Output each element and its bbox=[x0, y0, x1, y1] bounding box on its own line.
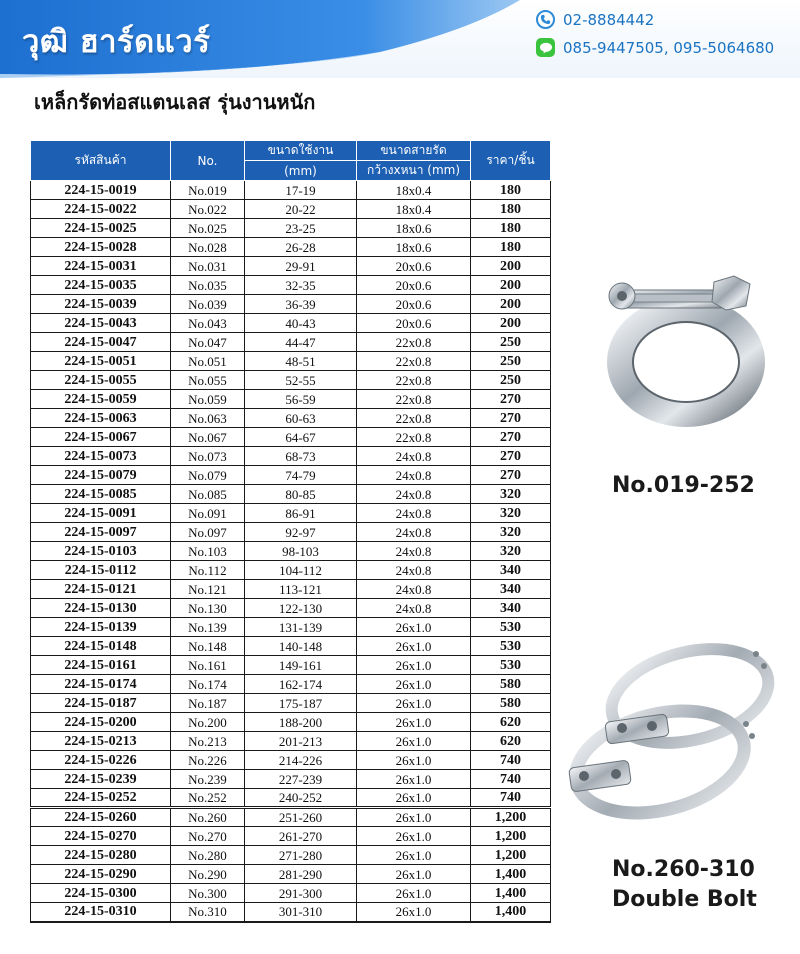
cell-band: 26x1.0 bbox=[357, 865, 471, 884]
cell-no: No.121 bbox=[171, 580, 245, 599]
phone-icon bbox=[536, 10, 555, 29]
phone-number: 02-8884442 bbox=[563, 10, 655, 29]
cell-size: 17-19 bbox=[245, 181, 357, 200]
cell-code: 224-15-0290 bbox=[31, 865, 171, 884]
cell-code: 224-15-0270 bbox=[31, 827, 171, 846]
cell-price: 320 bbox=[471, 542, 551, 561]
cell-no: No.047 bbox=[171, 333, 245, 352]
cell-price: 270 bbox=[471, 390, 551, 409]
cell-no: No.310 bbox=[171, 903, 245, 922]
cell-band: 26x1.0 bbox=[357, 808, 471, 827]
cell-code: 224-15-0085 bbox=[31, 485, 171, 504]
cell-code: 224-15-0025 bbox=[31, 219, 171, 238]
cell-no: No.213 bbox=[171, 732, 245, 751]
line-contact[interactable] bbox=[536, 38, 774, 57]
table-row bbox=[31, 770, 551, 789]
cell-band: 22x0.8 bbox=[357, 371, 471, 390]
cell-size: 240-252 bbox=[245, 789, 357, 808]
header-size: ขนาดใช้งาน bbox=[245, 141, 357, 161]
cell-no: No.290 bbox=[171, 865, 245, 884]
single-bolt-clamp-image bbox=[586, 262, 766, 432]
cell-no: No.161 bbox=[171, 656, 245, 675]
table-row bbox=[31, 276, 551, 295]
cell-band: 18x0.4 bbox=[357, 181, 471, 200]
cell-band: 18x0.4 bbox=[357, 200, 471, 219]
cell-code: 224-15-0097 bbox=[31, 523, 171, 542]
table-row bbox=[31, 827, 551, 846]
cell-no: No.028 bbox=[171, 238, 245, 257]
cell-code: 224-15-0130 bbox=[31, 599, 171, 618]
cell-price: 1,200 bbox=[471, 827, 551, 846]
table-row bbox=[31, 219, 551, 238]
cell-size: 113-121 bbox=[245, 580, 357, 599]
cell-price: 250 bbox=[471, 371, 551, 390]
cell-price: 320 bbox=[471, 485, 551, 504]
cell-no: No.103 bbox=[171, 542, 245, 561]
cell-size: 64-67 bbox=[245, 428, 357, 447]
table-row bbox=[31, 200, 551, 219]
cell-size: 162-174 bbox=[245, 675, 357, 694]
cell-size: 48-51 bbox=[245, 352, 357, 371]
cell-band: 18x0.6 bbox=[357, 238, 471, 257]
cell-price: 740 bbox=[471, 770, 551, 789]
cell-code: 224-15-0019 bbox=[31, 181, 171, 200]
cell-band: 20x0.6 bbox=[357, 314, 471, 333]
cell-size: 291-300 bbox=[245, 884, 357, 903]
cell-band: 24x0.8 bbox=[357, 485, 471, 504]
table-row bbox=[31, 618, 551, 637]
cell-size: 36-39 bbox=[245, 295, 357, 314]
cell-size: 20-22 bbox=[245, 200, 357, 219]
cell-no: No.300 bbox=[171, 884, 245, 903]
table-row bbox=[31, 599, 551, 618]
cell-code: 224-15-0260 bbox=[31, 808, 171, 827]
cell-price: 1,200 bbox=[471, 846, 551, 865]
cell-code: 224-15-0022 bbox=[31, 200, 171, 219]
cell-price: 200 bbox=[471, 276, 551, 295]
table-row bbox=[31, 903, 551, 922]
cell-size: 188-200 bbox=[245, 713, 357, 732]
cell-band: 22x0.8 bbox=[357, 409, 471, 428]
table-row bbox=[31, 865, 551, 884]
table-row bbox=[31, 333, 551, 352]
cell-code: 224-15-0121 bbox=[31, 580, 171, 599]
cell-price: 580 bbox=[471, 694, 551, 713]
cell-band: 26x1.0 bbox=[357, 713, 471, 732]
table-row bbox=[31, 428, 551, 447]
cell-price: 340 bbox=[471, 599, 551, 618]
caption-double-bolt-2: Double Bolt bbox=[612, 887, 757, 912]
cell-price: 1,400 bbox=[471, 865, 551, 884]
table-row bbox=[31, 371, 551, 390]
cell-band: 24x0.8 bbox=[357, 447, 471, 466]
header-no: No. bbox=[171, 141, 245, 181]
cell-band: 26x1.0 bbox=[357, 827, 471, 846]
table-row bbox=[31, 257, 551, 276]
cell-code: 224-15-0043 bbox=[31, 314, 171, 333]
cell-size: 227-239 bbox=[245, 770, 357, 789]
cell-price: 320 bbox=[471, 504, 551, 523]
table-row bbox=[31, 181, 551, 200]
table-row bbox=[31, 675, 551, 694]
cell-size: 68-73 bbox=[245, 447, 357, 466]
cell-no: No.130 bbox=[171, 599, 245, 618]
cell-no: No.139 bbox=[171, 618, 245, 637]
cell-code: 224-15-0148 bbox=[31, 637, 171, 656]
cell-price: 530 bbox=[471, 656, 551, 675]
cell-band: 26x1.0 bbox=[357, 770, 471, 789]
table-row bbox=[31, 561, 551, 580]
cell-no: No.280 bbox=[171, 846, 245, 865]
table-row bbox=[31, 504, 551, 523]
table-row bbox=[31, 846, 551, 865]
cell-price: 740 bbox=[471, 789, 551, 808]
cell-code: 224-15-0239 bbox=[31, 770, 171, 789]
cell-size: 201-213 bbox=[245, 732, 357, 751]
cell-price: 580 bbox=[471, 675, 551, 694]
cell-size: 261-270 bbox=[245, 827, 357, 846]
table-row bbox=[31, 656, 551, 675]
cell-size: 251-260 bbox=[245, 808, 357, 827]
cell-size: 149-161 bbox=[245, 656, 357, 675]
cell-code: 224-15-0055 bbox=[31, 371, 171, 390]
cell-no: No.067 bbox=[171, 428, 245, 447]
cell-no: No.055 bbox=[171, 371, 245, 390]
cell-code: 224-15-0112 bbox=[31, 561, 171, 580]
cell-band: 26x1.0 bbox=[357, 789, 471, 808]
phone-contact[interactable] bbox=[536, 10, 654, 29]
cell-size: 29-91 bbox=[245, 257, 357, 276]
cell-price: 1,400 bbox=[471, 903, 551, 922]
price-table bbox=[30, 140, 551, 923]
brand-logo: วุฒิ ฮาร์ดแวร์ bbox=[22, 24, 211, 60]
cell-size: 52-55 bbox=[245, 371, 357, 390]
table-row bbox=[31, 447, 551, 466]
cell-code: 224-15-0059 bbox=[31, 390, 171, 409]
cell-band: 20x0.6 bbox=[357, 276, 471, 295]
cell-code: 224-15-0103 bbox=[31, 542, 171, 561]
cell-size: 74-79 bbox=[245, 466, 357, 485]
cell-band: 26x1.0 bbox=[357, 732, 471, 751]
cell-band: 26x1.0 bbox=[357, 884, 471, 903]
cell-code: 224-15-0051 bbox=[31, 352, 171, 371]
cell-price: 340 bbox=[471, 561, 551, 580]
cell-code: 224-15-0067 bbox=[31, 428, 171, 447]
cell-no: No.239 bbox=[171, 770, 245, 789]
cell-no: No.022 bbox=[171, 200, 245, 219]
cell-band: 22x0.8 bbox=[357, 428, 471, 447]
cell-size: 301-310 bbox=[245, 903, 357, 922]
page-title: เหล็กรัดท่อสแตนเลส รุ่นงานหนัก bbox=[34, 90, 316, 114]
table-row bbox=[31, 789, 551, 808]
cell-price: 250 bbox=[471, 333, 551, 352]
caption-single-bolt: No.019-252 bbox=[612, 473, 755, 498]
cell-code: 224-15-0139 bbox=[31, 618, 171, 637]
table-row bbox=[31, 523, 551, 542]
header-band-unit: กว้างxหนา (mm) bbox=[357, 161, 471, 181]
cell-price: 200 bbox=[471, 314, 551, 333]
cell-code: 224-15-0035 bbox=[31, 276, 171, 295]
cell-price: 200 bbox=[471, 295, 551, 314]
cell-no: No.051 bbox=[171, 352, 245, 371]
cell-price: 180 bbox=[471, 238, 551, 257]
cell-size: 92-97 bbox=[245, 523, 357, 542]
cell-no: No.252 bbox=[171, 789, 245, 808]
cell-price: 270 bbox=[471, 466, 551, 485]
cell-band: 24x0.8 bbox=[357, 523, 471, 542]
cell-band: 22x0.8 bbox=[357, 390, 471, 409]
cell-band: 26x1.0 bbox=[357, 846, 471, 865]
cell-band: 26x1.0 bbox=[357, 637, 471, 656]
cell-price: 270 bbox=[471, 447, 551, 466]
table-row bbox=[31, 466, 551, 485]
cell-size: 44-47 bbox=[245, 333, 357, 352]
cell-band: 22x0.8 bbox=[357, 333, 471, 352]
cell-size: 86-91 bbox=[245, 504, 357, 523]
cell-no: No.073 bbox=[171, 447, 245, 466]
cell-no: No.174 bbox=[171, 675, 245, 694]
cell-size: 122-130 bbox=[245, 599, 357, 618]
double-bolt-clamp-image bbox=[560, 614, 786, 850]
cell-price: 620 bbox=[471, 713, 551, 732]
cell-size: 56-59 bbox=[245, 390, 357, 409]
cell-no: No.226 bbox=[171, 751, 245, 770]
cell-code: 224-15-0047 bbox=[31, 333, 171, 352]
cell-code: 224-15-0039 bbox=[31, 295, 171, 314]
table-row bbox=[31, 542, 551, 561]
cell-no: No.112 bbox=[171, 561, 245, 580]
cell-size: 140-148 bbox=[245, 637, 357, 656]
cell-price: 250 bbox=[471, 352, 551, 371]
line-numbers: 085-9447505, 095-5064680 bbox=[563, 38, 775, 57]
table-row bbox=[31, 751, 551, 770]
cell-code: 224-15-0161 bbox=[31, 656, 171, 675]
header-code: รหัสสินค้า bbox=[31, 141, 171, 181]
header-price: ราคา/ชิ้น bbox=[471, 141, 551, 181]
cell-band: 26x1.0 bbox=[357, 618, 471, 637]
table-row bbox=[31, 314, 551, 333]
table-body bbox=[31, 181, 551, 922]
cell-price: 340 bbox=[471, 580, 551, 599]
cell-no: No.031 bbox=[171, 257, 245, 276]
table-row bbox=[31, 808, 551, 827]
cell-no: No.085 bbox=[171, 485, 245, 504]
cell-no: No.079 bbox=[171, 466, 245, 485]
cell-size: 80-85 bbox=[245, 485, 357, 504]
cell-no: No.063 bbox=[171, 409, 245, 428]
cell-code: 224-15-0031 bbox=[31, 257, 171, 276]
cell-band: 24x0.8 bbox=[357, 580, 471, 599]
cell-band: 24x0.8 bbox=[357, 504, 471, 523]
cell-no: No.200 bbox=[171, 713, 245, 732]
cell-price: 180 bbox=[471, 181, 551, 200]
cell-price: 200 bbox=[471, 257, 551, 276]
cell-price: 740 bbox=[471, 751, 551, 770]
cell-band: 20x0.6 bbox=[357, 295, 471, 314]
cell-price: 320 bbox=[471, 523, 551, 542]
table-row bbox=[31, 713, 551, 732]
cell-code: 224-15-0226 bbox=[31, 751, 171, 770]
cell-price: 180 bbox=[471, 200, 551, 219]
cell-code: 224-15-0073 bbox=[31, 447, 171, 466]
table-row bbox=[31, 580, 551, 599]
cell-band: 24x0.8 bbox=[357, 542, 471, 561]
cell-no: No.059 bbox=[171, 390, 245, 409]
cell-size: 60-63 bbox=[245, 409, 357, 428]
cell-no: No.270 bbox=[171, 827, 245, 846]
cell-size: 26-28 bbox=[245, 238, 357, 257]
cell-code: 224-15-0200 bbox=[31, 713, 171, 732]
cell-code: 224-15-0079 bbox=[31, 466, 171, 485]
cell-size: 98-103 bbox=[245, 542, 357, 561]
cell-band: 18x0.6 bbox=[357, 219, 471, 238]
cell-code: 224-15-0213 bbox=[31, 732, 171, 751]
cell-band: 24x0.8 bbox=[357, 599, 471, 618]
table-row bbox=[31, 694, 551, 713]
table-row bbox=[31, 238, 551, 257]
cell-band: 22x0.8 bbox=[357, 352, 471, 371]
cell-no: No.043 bbox=[171, 314, 245, 333]
cell-band: 24x0.8 bbox=[357, 466, 471, 485]
cell-no: No.025 bbox=[171, 219, 245, 238]
cell-price: 1,400 bbox=[471, 884, 551, 903]
cell-size: 214-226 bbox=[245, 751, 357, 770]
cell-band: 26x1.0 bbox=[357, 675, 471, 694]
cell-band: 26x1.0 bbox=[357, 656, 471, 675]
cell-size: 131-139 bbox=[245, 618, 357, 637]
cell-no: No.097 bbox=[171, 523, 245, 542]
table-row bbox=[31, 409, 551, 428]
cell-price: 530 bbox=[471, 618, 551, 637]
table-row bbox=[31, 352, 551, 371]
cell-price: 530 bbox=[471, 637, 551, 656]
cell-no: No.019 bbox=[171, 181, 245, 200]
cell-size: 281-290 bbox=[245, 865, 357, 884]
cell-size: 271-280 bbox=[245, 846, 357, 865]
table-row bbox=[31, 732, 551, 751]
cell-code: 224-15-0300 bbox=[31, 884, 171, 903]
table-row bbox=[31, 485, 551, 504]
cell-band: 26x1.0 bbox=[357, 751, 471, 770]
cell-size: 40-43 bbox=[245, 314, 357, 333]
cell-price: 270 bbox=[471, 428, 551, 447]
cell-price: 180 bbox=[471, 219, 551, 238]
cell-code: 224-15-0091 bbox=[31, 504, 171, 523]
cell-band: 26x1.0 bbox=[357, 694, 471, 713]
cell-no: No.035 bbox=[171, 276, 245, 295]
cell-no: No.187 bbox=[171, 694, 245, 713]
cell-size: 23-25 bbox=[245, 219, 357, 238]
cell-price: 1,200 bbox=[471, 808, 551, 827]
table-row bbox=[31, 884, 551, 903]
cell-code: 224-15-0252 bbox=[31, 789, 171, 808]
cell-no: No.039 bbox=[171, 295, 245, 314]
table-row bbox=[31, 390, 551, 409]
cell-no: No.148 bbox=[171, 637, 245, 656]
cell-band: 20x0.6 bbox=[357, 257, 471, 276]
cell-band: 24x0.8 bbox=[357, 561, 471, 580]
cell-code: 224-15-0028 bbox=[31, 238, 171, 257]
table-row bbox=[31, 637, 551, 656]
header-size-unit: (mm) bbox=[245, 161, 357, 181]
line-icon bbox=[536, 38, 555, 57]
caption-double-bolt: No.260-310 bbox=[612, 857, 755, 882]
cell-code: 224-15-0280 bbox=[31, 846, 171, 865]
cell-size: 32-35 bbox=[245, 276, 357, 295]
header-band: ขนาดสายรัด bbox=[357, 141, 471, 161]
cell-code: 224-15-0174 bbox=[31, 675, 171, 694]
cell-price: 620 bbox=[471, 732, 551, 751]
table-row bbox=[31, 295, 551, 314]
cell-size: 104-112 bbox=[245, 561, 357, 580]
cell-size: 175-187 bbox=[245, 694, 357, 713]
cell-code: 224-15-0187 bbox=[31, 694, 171, 713]
cell-code: 224-15-0063 bbox=[31, 409, 171, 428]
cell-code: 224-15-0310 bbox=[31, 903, 171, 922]
cell-no: No.260 bbox=[171, 808, 245, 827]
cell-price: 270 bbox=[471, 409, 551, 428]
cell-no: No.091 bbox=[171, 504, 245, 523]
cell-band: 26x1.0 bbox=[357, 903, 471, 922]
